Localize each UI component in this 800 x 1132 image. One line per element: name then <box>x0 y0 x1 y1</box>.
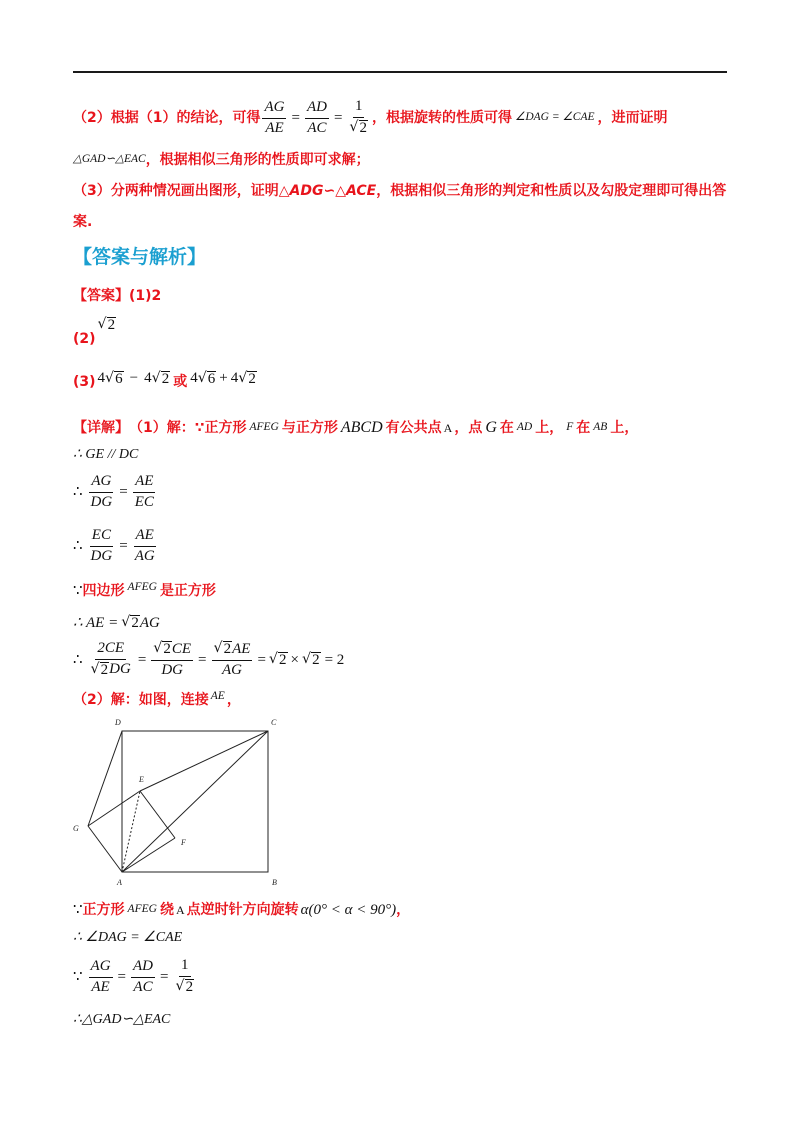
denominator-rest: DG <box>109 661 131 677</box>
step-text: 绕 <box>159 902 174 918</box>
radicand: 6 <box>115 370 123 387</box>
equals-sign: = <box>119 483 128 500</box>
fraction <box>89 528 115 565</box>
fraction-numerator <box>212 641 253 661</box>
radical-sign: √ <box>349 119 359 135</box>
fraction <box>151 641 193 679</box>
fraction-numerator: 2CE <box>95 641 126 660</box>
radicand: 2 <box>248 370 256 387</box>
square-root <box>238 371 257 388</box>
equals-sign: = <box>198 651 207 668</box>
answer-part3-label: (3) <box>73 374 96 390</box>
fraction <box>133 474 156 511</box>
fraction <box>89 474 115 511</box>
because-sign: ∵ <box>73 901 83 918</box>
therefore-sign: ∴ <box>73 483 83 500</box>
numerator-rest: AE <box>232 641 251 658</box>
header-rule <box>73 71 727 73</box>
step-ratio-2 <box>73 528 159 564</box>
square-name: AFEG <box>127 903 157 916</box>
radical-sign: √ <box>197 369 207 386</box>
fraction-numerator: AG <box>89 959 113 978</box>
square-root <box>121 615 140 632</box>
similar-triangles: △GAD∽△EAC <box>73 153 146 166</box>
fraction <box>173 958 196 996</box>
square-name: ABCD <box>340 419 383 436</box>
radicand: 2 <box>163 641 171 658</box>
fraction-numerator: AD <box>305 100 329 119</box>
square-root <box>349 120 368 137</box>
answer-line3 <box>73 370 257 394</box>
answer-expression-2 <box>190 371 257 388</box>
detail-text: 有公共点 <box>385 420 442 436</box>
step-text: 四边形 <box>82 583 125 599</box>
fraction-numerator: AG <box>262 100 286 119</box>
step-text: 是正方形 <box>159 583 216 599</box>
equals-sign: = <box>117 968 127 985</box>
radicand: 2 <box>359 120 368 136</box>
fraction-denominator: EC <box>134 493 154 510</box>
fraction <box>131 959 155 996</box>
answer-part1: (1)2 <box>129 288 162 304</box>
detail-part2-line <box>73 691 241 709</box>
equals-sign: = <box>119 537 128 554</box>
coefficient: 4 <box>97 369 106 386</box>
angle-equation: ∠DAG = ∠CAE <box>515 111 595 124</box>
segment-ac <box>122 731 268 872</box>
square-root <box>198 371 217 388</box>
analysis-part2-mid: ，根据旋转的性质可得 <box>372 110 513 126</box>
detail-part2-lead: （2）解：如图，连接 <box>73 692 209 708</box>
radicand: 2 <box>223 641 232 658</box>
label-f: F <box>181 838 186 847</box>
fraction <box>212 641 253 679</box>
fraction-denominator: AC <box>307 119 327 136</box>
detail-text: 在 <box>576 420 591 436</box>
equals-sign: = <box>333 109 343 126</box>
square-name: AFEG <box>127 581 157 594</box>
radicand: 6 <box>207 370 216 387</box>
label-d: D <box>115 718 121 727</box>
result-value: = 2 <box>324 651 345 668</box>
point-label: G <box>485 419 497 436</box>
detail-part1-lead: （1）解：∵正方形 <box>129 420 247 436</box>
geometry-figure <box>60 712 300 897</box>
step-ratio-1 <box>73 474 158 510</box>
coefficient: 4 <box>144 369 152 386</box>
detail-text: 上， <box>610 420 639 436</box>
segment-ae-dashed <box>122 791 140 872</box>
segment-ge <box>88 791 140 826</box>
therefore-sign: ∴ <box>73 651 83 668</box>
radical-sign: √ <box>121 613 131 630</box>
fraction <box>89 959 113 996</box>
fraction-denominator: DG <box>161 662 183 678</box>
analysis-part2-lead: （2）根据（1）的结论，可得 <box>73 110 261 126</box>
fraction-one-over-root2 <box>347 99 370 137</box>
analysis-part3-line2 <box>73 213 92 231</box>
label-g: G <box>73 824 79 833</box>
detail-text: ，点 <box>454 420 483 436</box>
point-label: A <box>443 421 453 435</box>
step-text: ∴△GAD∽△EAC <box>73 1012 171 1027</box>
answer-line1 <box>73 287 161 305</box>
segment-label: AD <box>516 421 533 434</box>
answer-line2 <box>73 318 116 346</box>
answer-expression-1 <box>98 371 171 388</box>
radicand: 2 <box>161 370 170 387</box>
detail-text: 在 <box>499 420 514 436</box>
fraction-numerator: AD <box>131 959 155 978</box>
step-parallel <box>73 446 138 464</box>
point-label: F <box>566 421 574 434</box>
detail-label: 【详解】 <box>73 420 129 436</box>
analysis-part2-after: ，进而证明 <box>597 110 668 126</box>
radical-sign: √ <box>238 369 248 386</box>
fraction-denominator: AC <box>133 978 153 995</box>
therefore-sign: ∴ <box>73 537 83 554</box>
step-similar <box>73 1011 170 1029</box>
fraction-denominator: DG <box>90 547 113 564</box>
segment-label: AB <box>593 421 608 434</box>
fraction-numerator <box>151 641 193 661</box>
segment-ga <box>88 826 122 872</box>
fraction-ad-ac <box>305 100 329 137</box>
fraction-denominator: AE <box>265 119 284 136</box>
analysis-part3-tail: ，根据相似三角形的判定和性质以及勾股定理即可得出答 <box>376 183 727 199</box>
segment-dg <box>88 731 122 826</box>
step-ratio-result <box>73 642 344 678</box>
square-root <box>269 652 288 669</box>
answer-label: 【答案】 <box>73 288 129 304</box>
radical-sign: √ <box>268 650 278 667</box>
because-sign: ∵ <box>73 968 83 985</box>
square-root <box>105 371 124 388</box>
fraction-denominator: AE <box>91 978 110 995</box>
equals-sign: = <box>257 651 266 668</box>
radical-sign: √ <box>301 650 312 667</box>
radical-sign: √ <box>175 978 185 994</box>
square-name: AFEG <box>249 421 279 434</box>
fraction <box>89 641 133 679</box>
label-a: A <box>117 878 122 887</box>
plus-sign: + <box>219 369 228 386</box>
step-ratio-rotation <box>73 958 198 996</box>
analysis-part3-line1 <box>73 182 726 200</box>
label-e: E <box>139 775 144 784</box>
radical-sign: √ <box>151 369 161 386</box>
square-root <box>175 979 194 996</box>
step-ae-equals <box>73 613 160 633</box>
because-sign: ∵ <box>73 582 83 599</box>
times-sign: × <box>290 651 299 668</box>
fraction-numerator: EC <box>90 528 113 547</box>
segment-ef <box>140 791 175 838</box>
square-root <box>214 641 233 658</box>
step-text: ∴ GE // DC <box>73 447 139 462</box>
analysis-part2-line1 <box>73 100 668 136</box>
minus-sign: − <box>129 369 139 386</box>
fraction-denominator: DG <box>90 493 113 510</box>
coefficient: 4 <box>230 369 239 386</box>
equals-sign: = <box>160 968 169 985</box>
segment-fa <box>122 838 175 872</box>
fraction-numerator: 1 <box>179 958 191 977</box>
step-text: ∴ AE = <box>73 614 119 631</box>
fraction-numerator: AG <box>89 474 113 493</box>
radicand: 2 <box>312 651 320 668</box>
fraction-denominator: AG <box>134 547 155 564</box>
radical-sign: √ <box>213 640 223 657</box>
section-title: 【答案与解析】 <box>73 245 207 268</box>
label-c: C <box>271 718 277 727</box>
detail-part1-line <box>73 418 638 438</box>
step-angle-equal <box>73 929 182 947</box>
fraction-numerator: 1 <box>353 99 365 118</box>
numerator-rest: CE <box>171 641 192 658</box>
rotation-angle: α(0° < α < 90°) <box>300 901 397 918</box>
analysis-part2-line2 <box>73 151 370 169</box>
answer-part2-label: (2) <box>73 331 96 347</box>
detail-text: ， <box>226 692 241 708</box>
step-text: ∴ ∠DAG = ∠CAE <box>73 930 183 945</box>
fraction-numerator: AE <box>134 528 156 547</box>
equals-sign: = <box>137 651 147 668</box>
step-text: ， <box>396 902 411 918</box>
label-b: B <box>272 878 277 887</box>
step-text: AG <box>139 614 160 631</box>
radicand: 2 <box>107 317 116 334</box>
detail-text: 上， <box>535 420 564 436</box>
fraction-denominator: AG <box>221 662 242 678</box>
analysis-part3-wrap: 案. <box>73 214 93 230</box>
fraction-ag-ae <box>262 100 286 137</box>
analysis-part3-lead: （3）分两种情况画出图形，证明 <box>73 183 279 199</box>
analysis-part2-tail: ，根据相似三角形的性质即可求解； <box>145 152 370 168</box>
square-root <box>152 371 171 388</box>
radicand: 2 <box>185 979 194 995</box>
equals-sign: = <box>291 109 300 126</box>
radicand: 2 <box>131 614 139 631</box>
square-root <box>91 662 110 679</box>
step-text: 点逆时针方向旋转 <box>186 902 299 918</box>
step-text: 正方形 <box>82 902 125 918</box>
square-root <box>302 652 321 669</box>
detail-text: 与正方形 <box>281 420 338 436</box>
square-root <box>153 641 172 658</box>
radicand: 2 <box>279 651 287 668</box>
answer-or: 或 <box>173 374 188 390</box>
square-root <box>98 317 117 334</box>
step-rotation <box>73 900 410 920</box>
point-label: A <box>175 903 185 917</box>
fraction-denominator <box>347 118 370 137</box>
fraction-denominator <box>89 660 133 679</box>
section-heading <box>73 246 206 268</box>
segment-ec <box>140 731 268 791</box>
segment-label: AE <box>210 690 225 703</box>
radical-sign: √ <box>105 369 115 386</box>
fraction-denominator <box>173 977 196 996</box>
similar-triangles: △ADG∽△ACE <box>278 183 377 199</box>
fraction <box>133 528 157 565</box>
radical-sign: √ <box>90 661 100 677</box>
fraction-numerator: AE <box>133 474 155 493</box>
coefficient: 4 <box>190 369 198 386</box>
radicand: 2 <box>100 662 109 678</box>
step-square <box>73 582 216 600</box>
radical-sign: √ <box>153 640 163 657</box>
radical-sign: √ <box>97 316 107 333</box>
